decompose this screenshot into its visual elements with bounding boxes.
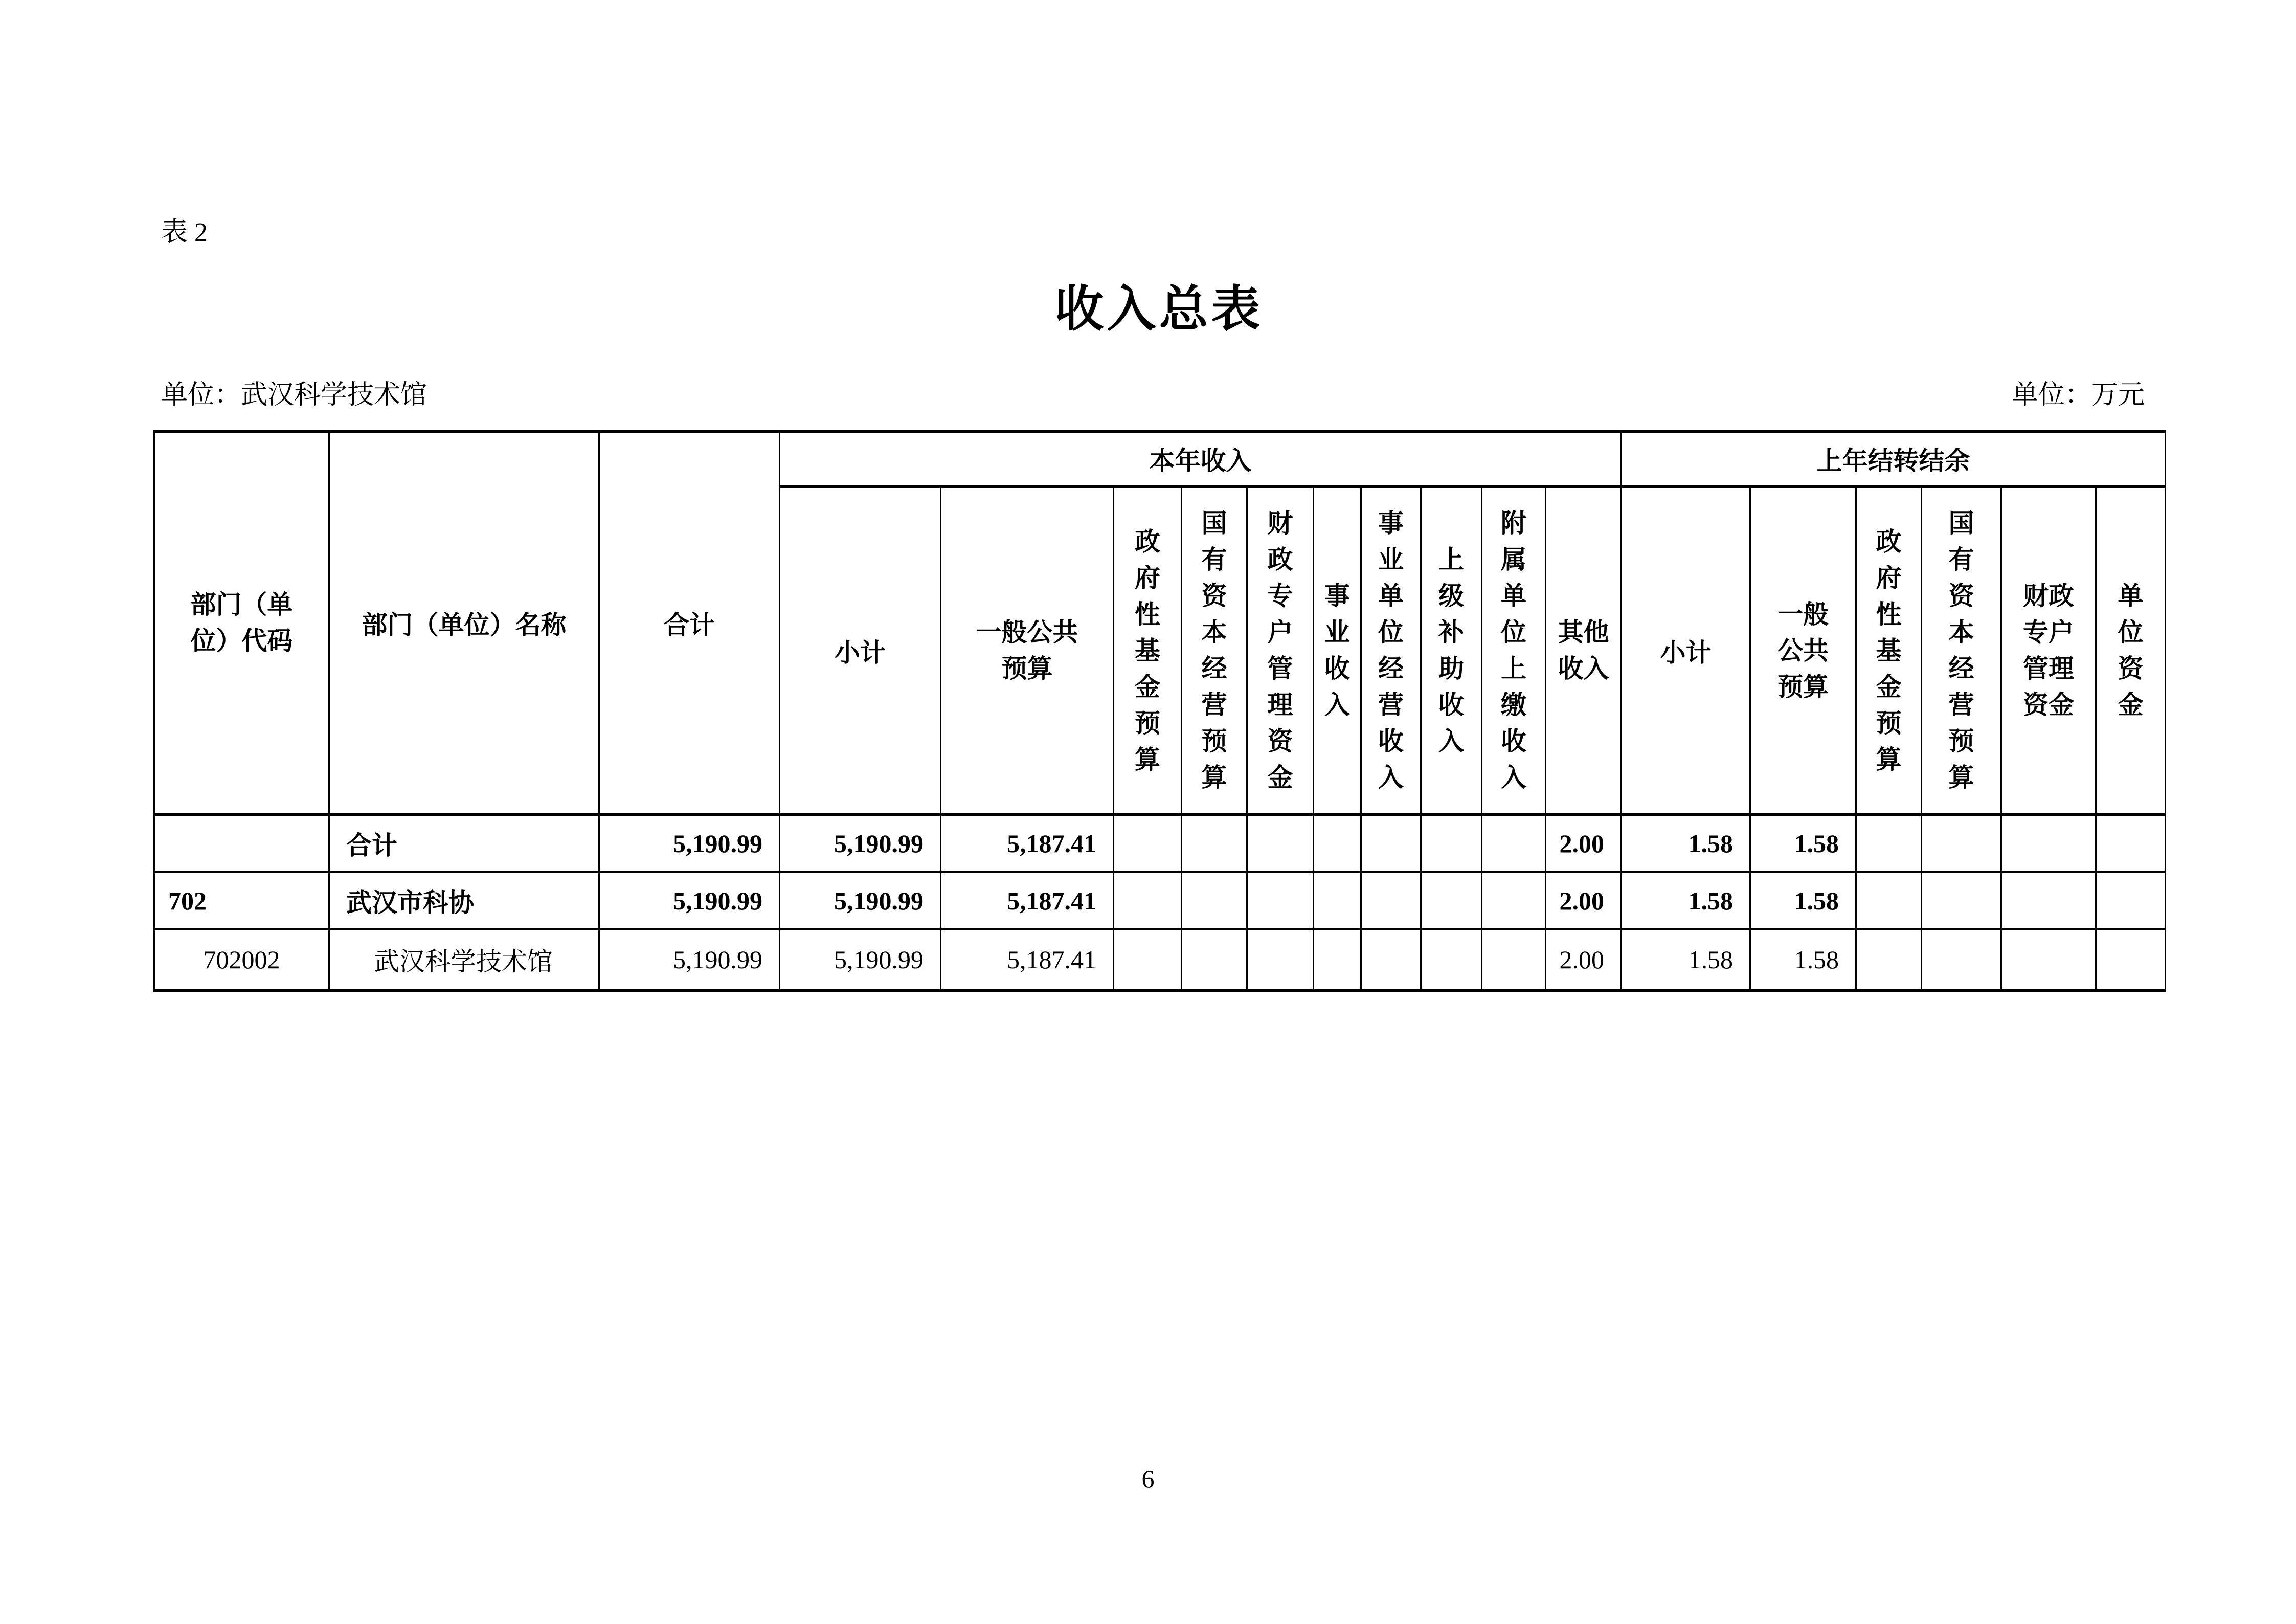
cell-value (1182, 872, 1247, 929)
cell-value (1314, 929, 1361, 991)
cell-code (154, 815, 329, 872)
cell-value (1856, 929, 1922, 991)
unit-label-left: 单位：武汉科学技术馆 (161, 381, 427, 410)
header-py-general-public-budget: 一般公共预算 (1750, 486, 1856, 815)
cell-value-cy-general-public: 5,187.41 (941, 929, 1114, 991)
table-row-dept-702 (154, 872, 2166, 929)
cell-value-cy-subtotal: 5,190.99 (780, 929, 941, 991)
table-header (154, 431, 2166, 815)
header-row-groups (154, 431, 2166, 486)
cell-value-py-subtotal: 1.58 (1622, 872, 1750, 929)
header-cy-subtotal: 小计 (780, 486, 941, 815)
cell-value-total: 5,190.99 (599, 815, 780, 872)
cell-name: 武汉科学技术馆 (329, 929, 599, 991)
cell-value (1856, 872, 1922, 929)
cell-value-py-subtotal: 1.58 (1622, 929, 1750, 991)
header-cy-state-capital-budget: 国有资本经营预算 (1182, 486, 1247, 815)
cell-value (2096, 872, 2166, 929)
header-py-fiscal-special-account-funds: 财政专户管理资金 (2001, 486, 2096, 815)
header-grand-total (599, 431, 780, 815)
cell-value (1482, 815, 1546, 872)
cell-value-py-general-public: 1.58 (1750, 929, 1856, 991)
cell-value-cy-other-income: 2.00 (1546, 872, 1622, 929)
cell-value (1114, 929, 1182, 991)
cell-value (1314, 815, 1361, 872)
cell-value (1922, 872, 2001, 929)
cell-value-py-general-public: 1.58 (1750, 872, 1856, 929)
cell-value (1361, 929, 1421, 991)
cell-value (1182, 929, 1247, 991)
income-summary-table (153, 430, 2166, 992)
header-cy-fiscal-special-account-funds: 财政专户管理资金 (1247, 486, 1314, 815)
cell-value (1114, 872, 1182, 929)
page-title: 收入总表 (1054, 282, 1264, 337)
cell-value (1247, 815, 1314, 872)
header-py-unit-funds: 单位资金 (2096, 486, 2166, 815)
cell-value-cy-other-income: 2.00 (1546, 929, 1622, 991)
cell-value (2001, 872, 2096, 929)
header-py-govt-fund-budget: 政府性基金预算 (1856, 486, 1922, 815)
header-dept-name (329, 431, 599, 815)
cell-value (1182, 815, 1247, 872)
cell-value (1361, 815, 1421, 872)
cell-value-cy-subtotal: 5,190.99 (780, 815, 941, 872)
cell-value-total: 5,190.99 (599, 929, 780, 991)
header-cy-institution-operating-income: 事业单位经营收入 (1361, 486, 1421, 815)
page-number: 6 (1141, 1464, 1155, 1493)
cell-value-py-subtotal: 1.58 (1622, 815, 1750, 872)
cell-value (1922, 929, 2001, 991)
cell-value (1856, 815, 1922, 872)
cell-value (1421, 929, 1482, 991)
cell-value (2096, 929, 2166, 991)
cell-value-cy-other-income: 2.00 (1546, 815, 1622, 872)
table-label: 表 2 (161, 218, 208, 247)
cell-value (1421, 872, 1482, 929)
cell-value (1247, 929, 1314, 991)
table-row-total (154, 815, 2166, 872)
cell-name: 武汉市科协 (329, 872, 599, 929)
cell-value (1421, 815, 1482, 872)
cell-value (2001, 929, 2096, 991)
cell-code: 702 (154, 872, 329, 929)
cell-code: 702002 (154, 929, 329, 991)
cell-value (1922, 815, 2001, 872)
cell-value (1482, 929, 1546, 991)
cell-name: 合计 (329, 815, 599, 872)
header-cy-other-income: 其他收入 (1546, 486, 1622, 815)
header-py-state-capital-budget: 国有资本经营预算 (1922, 486, 2001, 815)
cell-value (1247, 872, 1314, 929)
header-cy-superior-subsidy-income: 上级补助收入 (1421, 486, 1482, 815)
cell-value-total: 5,190.99 (599, 872, 780, 929)
header-cy-affiliated-unit-remittance: 附属单位上缴收入 (1482, 486, 1546, 815)
header-py-subtotal: 小计 (1622, 486, 1750, 815)
cell-value (2001, 815, 2096, 872)
cell-value (1114, 815, 1182, 872)
cell-value (2096, 815, 2166, 872)
cell-value-cy-general-public: 5,187.41 (941, 815, 1114, 872)
header-grand-total-label: 合计 (664, 610, 715, 639)
unit-label-right: 单位：万元 (2011, 381, 2145, 410)
cell-value-py-general-public: 1.58 (1750, 815, 1856, 872)
header-dept-code (154, 431, 329, 815)
header-cy-institution-income: 事业收入 (1314, 486, 1361, 815)
header-group-prior-year-carryover: 上年结转结余 (1622, 431, 2166, 486)
cell-value-cy-general-public: 5,187.41 (941, 872, 1114, 929)
cell-value-cy-subtotal: 5,190.99 (780, 872, 941, 929)
cell-value (1361, 872, 1421, 929)
header-cy-govt-fund-budget: 政府性基金预算 (1114, 486, 1182, 815)
header-dept-code-label: 部门（单位）代码 (190, 590, 293, 655)
table-row-unit-702002 (154, 929, 2166, 991)
header-cy-general-public-budget: 一般公共预算 (941, 486, 1114, 815)
header-dept-name-label: 部门（单位）名称 (362, 610, 567, 639)
cell-value (1314, 872, 1361, 929)
header-group-current-year-income: 本年收入 (780, 431, 1622, 486)
cell-value (1482, 872, 1546, 929)
